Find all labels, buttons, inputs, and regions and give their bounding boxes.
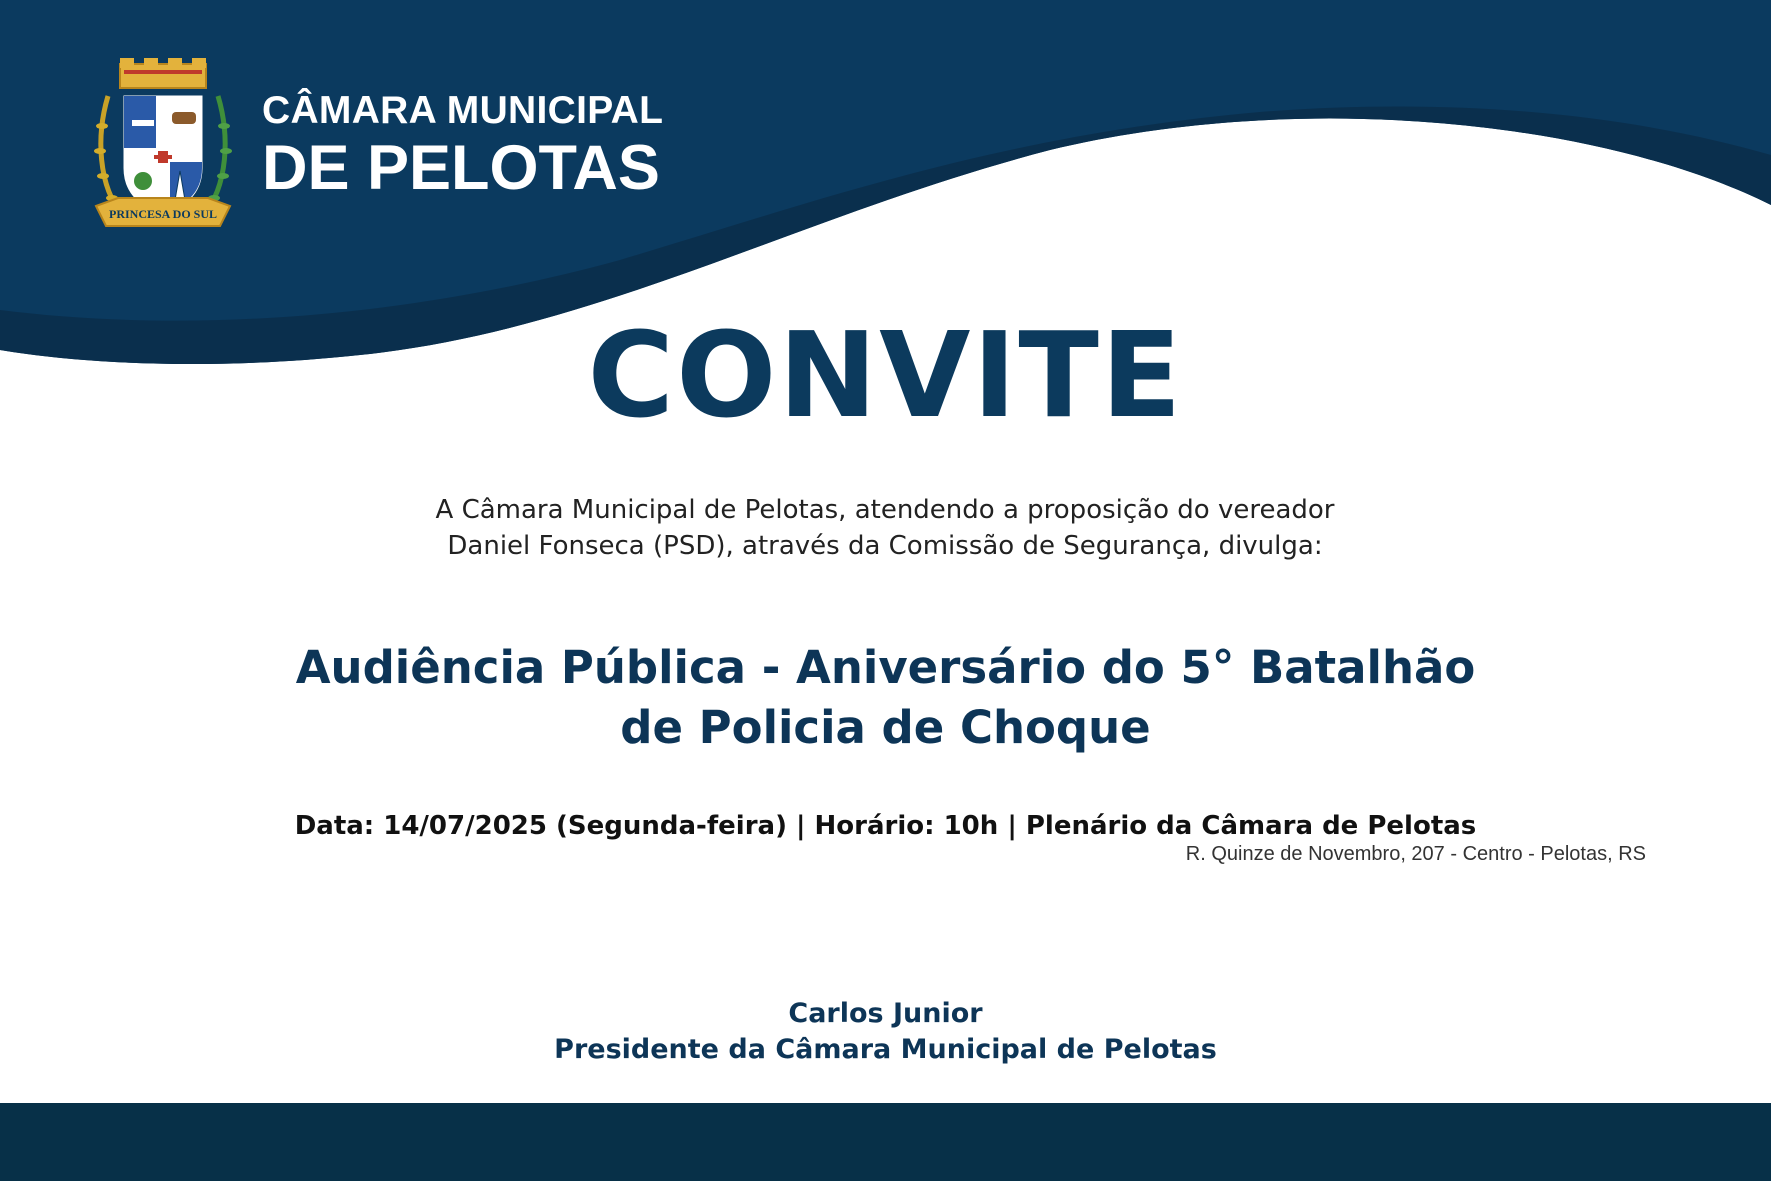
event-title-line-1: Audiência Pública - Aniversário do 5° Batalhão [295,641,1476,694]
event-details: Data: 14/07/2025 (Segunda-feira) | Horário: 10h | Plenário da Câmara de Pelotas [294,811,1477,841]
crest-motto: PRINCESA DO SUL [108,207,218,221]
intro-paragraph [385,492,1385,564]
event-address: R. Quinze de Novembro, 207 - Centro - Pelotas, RS [1185,843,1646,865]
signatory-role: Presidente da Câmara Municipal de Pelotas [554,1034,1217,1065]
signatory-name: Carlos Junior [788,998,983,1029]
event-title-line-2: de Policia de Choque [620,701,1151,754]
invitation-title: CONVITE [587,306,1184,444]
org-name-line1: CÂMARA MUNICIPAL [262,89,664,132]
coat-of-arms-logo [88,56,238,236]
signature-block [0,996,1771,1068]
footer-bar [0,1103,1771,1181]
intro-line-2: Daniel Fonseca (PSD), através da Comissão de Segurança, divulga: [447,531,1323,561]
event-title [200,638,1571,758]
organization-name [262,88,663,202]
intro-line-1: A Câmara Municipal de Pelotas, atendendo a proposição do vereador [435,495,1335,525]
org-name-line2: DE PELOTAS [262,133,660,203]
